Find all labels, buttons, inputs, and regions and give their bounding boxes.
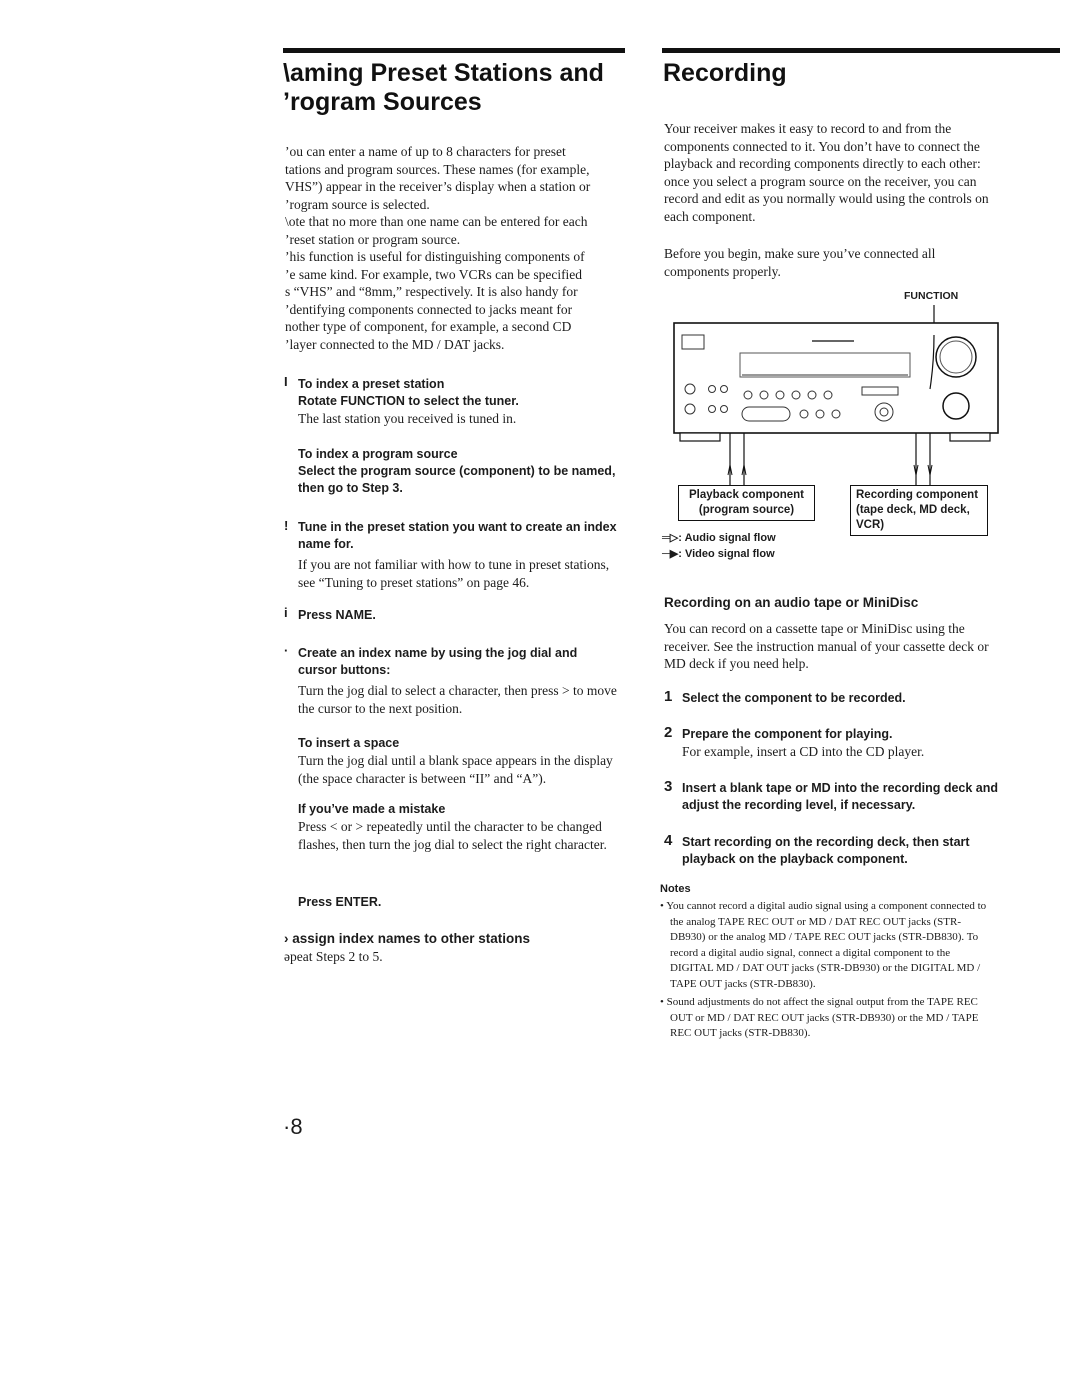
step4-marker: ·: [284, 643, 289, 658]
rstep4-number: 4: [664, 832, 673, 849]
playback-component-label: Playback component (program source): [678, 485, 815, 521]
rstep4-title: Start recording on the recording deck, then start playback on the playback component.: [682, 835, 970, 866]
insert-space-body: Turn the jog dial until a blank space appears in the display (the space character is between “II” and “A”).: [298, 753, 613, 786]
step1-body: The last station you received is tuned in.: [298, 411, 517, 426]
step5-title: Press ENTER.: [298, 895, 382, 909]
left-intro: [285, 143, 625, 353]
note-text: You cannot record a digital audio signal using a component connected to the analog TAPE REC OUT or MD / DAT REC OUT jacks (STR-DB930) or the analog MD / TAPE REC OUT jacks (STR-DB830). To record a digital audio signal, connect a digital component to the DIGITAL MD / DAT OUT jacks (STR-DB930) or the DIGITAL MD / TAPE OUT jacks (STR-DB830).: [666, 900, 987, 990]
left-title-rule: [283, 48, 625, 53]
step2-marker: !: [284, 518, 289, 533]
intro-line: ’ou can enter a name of up to 8 characters for preset: [285, 144, 566, 159]
assign-title: › assign index names to other stations: [284, 931, 531, 946]
right-intro: Your receiver makes it easy to record to and from the components connected to it. You don’t have to connect the playback and recording components directly to each other: once you select a program source on the receiver, you can record and edit as you normally would using the controls on each component.: [664, 121, 989, 224]
left-title-line1: \aming Preset Stations and: [283, 59, 604, 87]
intro-line: tations and program sources. These names (for example,: [285, 161, 590, 177]
rstep2-block: [682, 726, 1002, 761]
left-title-line2: ’rogram Sources: [283, 88, 482, 116]
rstep3-number: 3: [664, 778, 673, 795]
step3-title: Press NAME.: [298, 608, 376, 622]
mistake-title: If you’ve made a mistake: [298, 802, 446, 816]
step1-source-instruction: Select the program source (component) to be named, then go to Step 3.: [298, 463, 616, 495]
rstep2-title: Prepare the component for playing.: [682, 727, 893, 741]
mistake-body: Press < or > repeatedly until the character to be changed flashes, then turn the jog dial to select the right character.: [298, 819, 607, 852]
step1-subtitle-source: To index a program source: [298, 446, 458, 461]
subsection-title: Recording on an audio tape or MiniDisc: [664, 595, 919, 610]
recording-component-label: Recording component (tape deck, MD deck, VCR): [850, 485, 988, 536]
intro-line: ’rogram source is selected.: [285, 196, 430, 212]
step4-body: Turn the jog dial to select a character, then press > to move the cursor to the next position.: [298, 683, 617, 716]
intro-line: ’reset station or program source.: [285, 231, 461, 247]
assign-block: [284, 930, 624, 966]
rstep3-title: Insert a blank tape or MD into the recording deck and adjust the recording level, if necessary.: [682, 781, 999, 812]
notes-block: [660, 883, 990, 1045]
note-item: [660, 899, 990, 992]
intro-line: VHS”) appear in the receiver’s display when a station or: [285, 179, 591, 194]
page-number: ·8: [283, 1114, 303, 1139]
legend-audio-text: Audio signal flow: [684, 532, 776, 544]
right-before: Before you begin, make sure you’ve connected all components properly.: [664, 246, 936, 279]
intro-line: s “VHS” and “8mm,” respectively. It is also handy for: [285, 284, 578, 299]
intro-line: ’his function is useful for distinguishing components of: [285, 249, 585, 264]
intro-line: ’e same kind. For example, two VCRs can be specified: [285, 266, 583, 282]
notes-title: Notes: [660, 883, 691, 895]
intro-line: nother type of component, for example, a second CD: [285, 319, 572, 334]
step1-marker: I: [284, 374, 288, 389]
subsection-body: You can record on a cassette tape or MiniDisc using the receiver. See the instruction manual of your cassette deck or MD deck if you need help.: [664, 621, 989, 671]
rstep1-title: Select the component to be recorded.: [682, 691, 906, 705]
receiver-figure: [662, 285, 1002, 575]
step3-marker: i: [284, 605, 288, 620]
audio-flow-arrow-icon: ═▷:: [662, 532, 685, 544]
bullet-icon: •: [660, 996, 667, 1008]
video-flow-arrow-icon: ─▶:: [662, 548, 685, 560]
intro-line: ’dentifying components connected to jacks meant for: [285, 301, 573, 317]
step2-block: [298, 519, 618, 591]
rstep2-body: For example, insert a CD into the CD player.: [682, 744, 925, 759]
right-title: Recording: [663, 59, 787, 87]
rstep1-number: 1: [664, 688, 673, 705]
legend-video-text: Video signal flow: [684, 548, 775, 560]
legend-video: [662, 547, 775, 562]
intro-line: ’layer connected to the MD / DAT jacks.: [285, 336, 505, 352]
intro-line: \ote that no more than one name can be entered for each: [285, 214, 588, 229]
step2-title: Tune in the preset station you want to create an index name for.: [298, 520, 617, 551]
insert-space-title: To insert a space: [298, 736, 400, 750]
step4-title: Create an index name by using the jog dial and cursor buttons:: [298, 646, 578, 677]
step1-subtitle-preset: To index a preset station: [298, 377, 445, 391]
rstep2-number: 2: [664, 724, 673, 741]
receiver-illustration: [672, 305, 1002, 505]
right-title-rule: [662, 48, 1060, 53]
note-text: Sound adjustments do not affect the signal output from the TAPE REC OUT or MD / DAT REC OUT jacks (STR-DB930) or the MD / TAPE REC OUT jacks (STR-DB830).: [666, 996, 979, 1039]
step1-block: [298, 376, 618, 497]
legend-audio: [662, 531, 776, 546]
step4-block: [298, 645, 618, 853]
assign-body: əpeat Steps 2 to 5.: [284, 949, 383, 964]
note-item: [660, 995, 990, 1042]
step1-instruction: Rotate FUNCTION to select the tuner.: [298, 394, 519, 408]
bullet-icon: •: [660, 900, 667, 912]
function-label: FUNCTION: [904, 290, 959, 302]
step2-body: If you are not familiar with how to tune in preset stations, see “Tuning to preset stations” on page 46.: [298, 557, 610, 590]
